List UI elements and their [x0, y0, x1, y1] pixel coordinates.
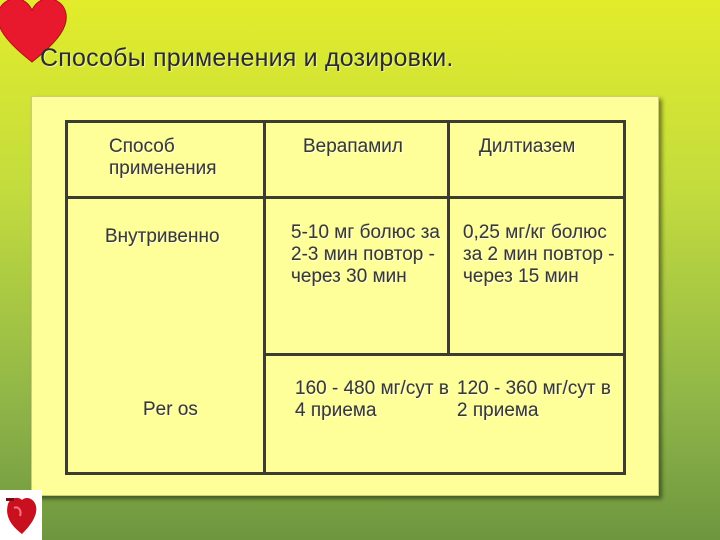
row-iv-verapamil: 5-10 мг болюс за 2-3 мин повтор - через 30 мин — [291, 222, 441, 287]
row-oral-method: Per os — [143, 399, 198, 420]
table-border-left — [65, 120, 68, 475]
heart-logo-icon — [0, 490, 42, 540]
slide-title: Способы применения и дозировки. — [40, 44, 454, 72]
row-iv-diltiazem: 0,25 мг/кг болюс за 2 мин повтор - через 15 мин — [463, 222, 615, 287]
header-divider — [65, 196, 625, 199]
column-divider-1 — [263, 120, 266, 475]
row-oral-diltiazem: 120 - 360 мг/сут в 2 приема — [457, 378, 611, 421]
row-oral-verapamil: 160 - 480 мг/сут в 4 приема — [295, 378, 449, 421]
column-divider-2 — [447, 120, 450, 356]
header-method: Способ применения — [109, 136, 217, 179]
table-border-bottom — [65, 472, 625, 475]
table-border-top — [65, 120, 625, 123]
header-verapamil: Верапамил — [303, 136, 403, 157]
dosage-table — [65, 120, 625, 474]
header-diltiazem: Дилтиазем — [479, 136, 576, 157]
table-border-right — [623, 120, 626, 475]
row-iv-method: Внутривенно — [105, 226, 220, 247]
row-divider — [263, 353, 625, 356]
